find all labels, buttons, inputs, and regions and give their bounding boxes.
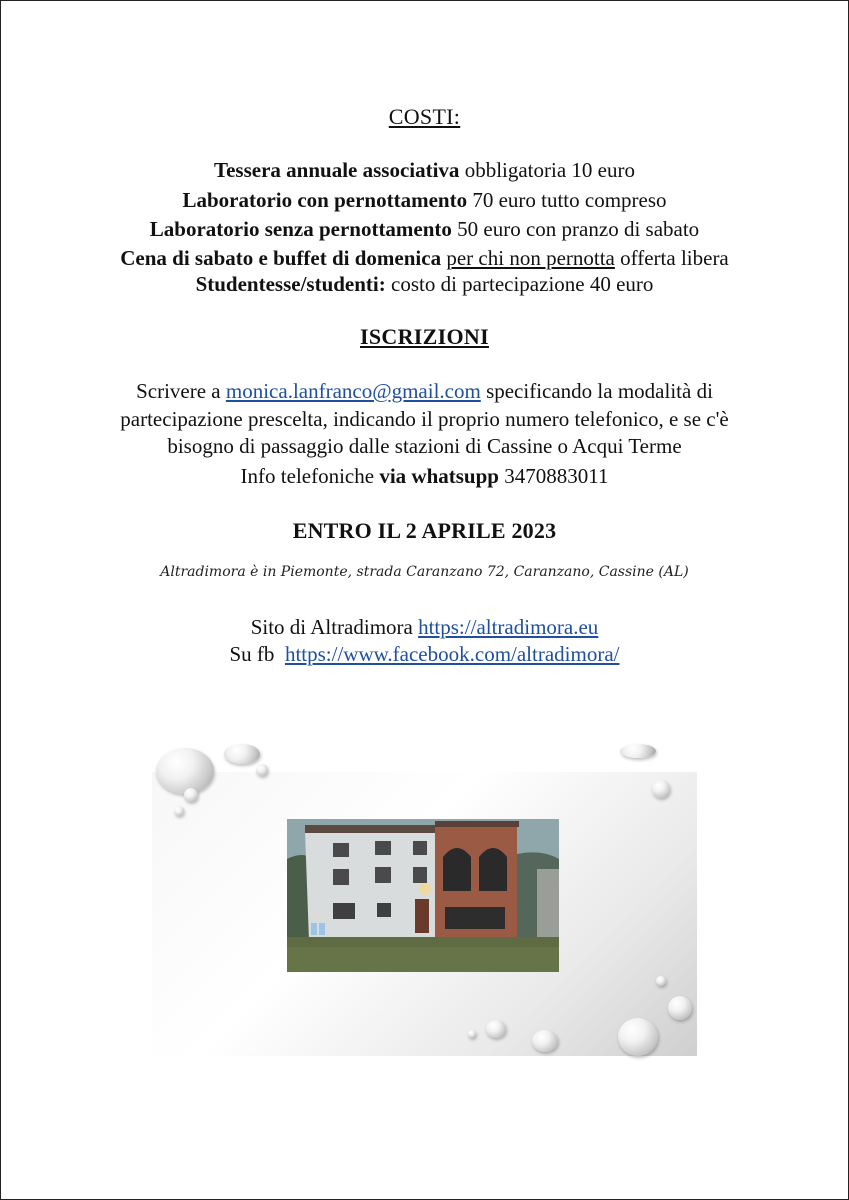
iscrizioni-text: Scrivere a (136, 379, 226, 403)
costi-item-label: Cena di sabato e buffet di domenica (120, 246, 442, 270)
site-link[interactable]: https://altradimora.eu (418, 615, 599, 639)
costi-item-value: obbligatoria 10 euro (459, 158, 635, 182)
email-link[interactable]: monica.lanfranco@gmail.com (225, 379, 481, 403)
water-drop-decoration (652, 780, 670, 798)
costi-item-label: Tessera annuale associativa (214, 158, 460, 182)
costi-item-label: Studentesse/studenti: (195, 272, 386, 296)
water-drop-decoration (224, 744, 260, 764)
costi-line-tessera (0, 155, 849, 185)
fb-line (0, 639, 849, 669)
site-label: Sito di Altradimora (250, 615, 419, 639)
water-drop-decoration (174, 806, 184, 816)
house-illustration (287, 819, 559, 972)
facebook-link[interactable]: https://www.facebook.com/altradimora/ (284, 642, 620, 666)
whatsapp-label: via whatsupp (379, 464, 499, 488)
house-photo (287, 819, 559, 972)
deadline-text: ENTRO IL 2 APRILE 2023 (292, 518, 557, 543)
water-drop-decoration (486, 1020, 506, 1038)
iscrizioni-heading: ISCRIZIONI (360, 324, 489, 349)
water-drop-decoration (656, 976, 666, 986)
costi-line-studenti (0, 269, 849, 299)
water-drop-decoration (184, 788, 198, 802)
water-drop-decoration (668, 996, 692, 1020)
iscrizioni-line-1 (0, 376, 849, 406)
costi-heading: COSTI: (388, 104, 461, 129)
water-drop-decoration (468, 1030, 476, 1038)
costi-item-label: Laboratorio senza pernottamento (149, 217, 452, 241)
water-drop-decoration (256, 764, 268, 776)
costi-item-value: offerta libera (614, 246, 729, 270)
costi-line-senza-pernottamento (0, 214, 849, 244)
water-drop-decoration (620, 744, 656, 758)
iscrizioni-text: specificando la modalità di (480, 379, 713, 403)
costi-item-value: costo di partecipazione 40 euro (385, 272, 654, 296)
iscrizioni-text: Info telefoniche (240, 464, 380, 488)
water-drop-decoration (618, 1018, 658, 1056)
iscrizioni-line-2: partecipazione prescelta, indicando il proprio numero telefonico, e se c'è (120, 407, 729, 431)
iscrizioni-line-4 (0, 461, 849, 491)
fb-label: Su fb (229, 642, 285, 666)
water-drop-decoration (532, 1030, 558, 1052)
site-line (0, 612, 849, 642)
costi-item-condition: per chi non pernotta (446, 246, 615, 270)
costi-item-value: 50 euro con pranzo di sabato (451, 217, 700, 241)
water-drop-decoration (156, 748, 214, 794)
iscrizioni-line-3: bisogno di passaggio dalle stazioni di Cassine o Acqui Terme (167, 434, 682, 458)
address-text: Altradimora è in Piemonte, strada Caranzano 72, Caranzano, Cassine (AL) (160, 564, 689, 580)
costi-item-label: Laboratorio con pernottamento (182, 188, 468, 212)
costi-line-con-pernottamento (0, 185, 849, 215)
phone-number: 3470883011 (498, 464, 609, 488)
costi-item-value: 70 euro tutto compreso (467, 188, 667, 212)
